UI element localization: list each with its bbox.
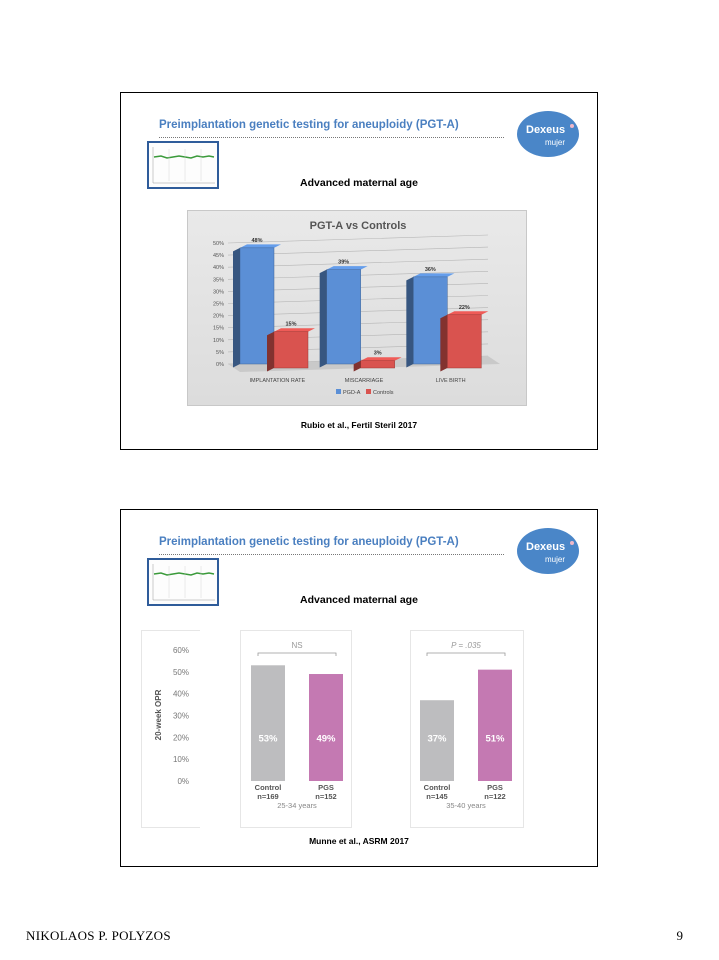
- x-tick-label: LIVE BIRTH: [435, 378, 466, 384]
- y-tick-label: 30%: [172, 711, 189, 721]
- legend-swatch: [336, 389, 341, 394]
- slide-title: Preimplantation genetic testing for aneuploidy (PGT-A): [159, 119, 459, 131]
- bar-top: [327, 266, 368, 270]
- footer-author: NIKOLAOS P. POLYZOS: [26, 928, 171, 943]
- y-tick-label: 50%: [212, 241, 224, 247]
- x-tick-label: PGS: [318, 783, 334, 792]
- x-tick-label: IMPLANTATION RATE: [249, 378, 306, 384]
- y-tick-label: 50%: [172, 667, 189, 677]
- y-tick-label: 45%: [212, 253, 224, 260]
- y-tick-label: 15%: [212, 325, 224, 332]
- data-label: 51%: [485, 733, 505, 745]
- y-tick-label: 5%: [216, 349, 224, 356]
- bar-side: [440, 315, 447, 372]
- bar-top: [240, 244, 281, 248]
- y-tick-label: 20%: [212, 313, 224, 320]
- data-label: 49%: [316, 733, 336, 745]
- citation: Munne et al., ASRM 2017: [309, 836, 409, 846]
- n-label: n=145: [426, 792, 448, 801]
- bar-control: [251, 665, 285, 781]
- chart-title: PGT-A vs Controls: [309, 220, 407, 232]
- data-label: 36%: [424, 266, 436, 273]
- pgta-chart: [187, 210, 527, 406]
- y-tick-label: 10%: [212, 337, 224, 344]
- significance-label: NS: [291, 641, 303, 650]
- opr-chart-svg: [121, 510, 599, 868]
- bar-controls: [274, 332, 308, 368]
- n-label: n=122: [484, 792, 506, 801]
- x-tick-label: PGS: [487, 783, 503, 792]
- bar-top: [274, 328, 315, 332]
- bar-pgs: [309, 674, 343, 781]
- slide-title: Preimplantation genetic testing for aneuploidy (PGT-A): [159, 536, 459, 548]
- data-label: 15%: [285, 321, 297, 328]
- y-tick-label: 40%: [172, 689, 189, 699]
- legend-label: PGD-A: [343, 390, 361, 396]
- y-tick-label: 0%: [177, 777, 189, 786]
- dexeus-logo: [517, 111, 579, 157]
- y-tick-label: 10%: [172, 755, 189, 765]
- n-label: n=169: [257, 792, 279, 801]
- y-tick-label: 30%: [212, 289, 224, 296]
- bar-controls: [361, 361, 395, 368]
- data-label: 53%: [258, 733, 278, 745]
- significance-bracket: [258, 653, 336, 656]
- svg-text:Dexeus: Dexeus: [526, 541, 566, 553]
- bar-top: [447, 311, 488, 315]
- data-label: 37%: [427, 733, 447, 745]
- bar-controls: [447, 315, 481, 368]
- significance-bracket: [427, 653, 505, 656]
- data-label: 39%: [338, 259, 350, 266]
- svg-text:mujer: mujer: [545, 138, 566, 147]
- x-tick-label: Control: [423, 783, 451, 792]
- bar-pgs: [478, 670, 512, 781]
- bar-top: [413, 273, 454, 277]
- x-tick-label: Control: [254, 783, 282, 792]
- data-label: 3%: [373, 350, 382, 357]
- y-tick-label: 20%: [172, 733, 189, 743]
- n-label: n=152: [315, 792, 337, 801]
- bar-side: [267, 332, 274, 372]
- y-tick-label: 40%: [212, 265, 224, 272]
- y-tick-label: 35%: [212, 277, 224, 284]
- significance-label: P = .035: [451, 641, 481, 650]
- group-caption: 35-40 years: [446, 801, 486, 810]
- y-tick-label: 0%: [216, 362, 224, 368]
- gridline: [228, 235, 488, 243]
- title-divider: [159, 137, 504, 138]
- data-label: 48%: [251, 237, 263, 244]
- legend-swatch: [366, 389, 371, 394]
- legend-label: Controls: [373, 390, 394, 396]
- group-caption: 25-34 years: [277, 801, 317, 810]
- slide-subtitle: Advanced maternal age: [300, 594, 418, 606]
- x-tick-label: MISCARRIAGE: [344, 378, 384, 384]
- y-axis-label: 20-week OPR: [154, 689, 163, 741]
- slide-2: [120, 509, 598, 867]
- bar-side: [406, 277, 413, 368]
- page-number: 9: [676, 928, 683, 943]
- svg-text:mujer: mujer: [545, 555, 566, 564]
- bar-top: [361, 357, 402, 361]
- y-tick-label: 25%: [212, 301, 224, 308]
- slide-1: [120, 92, 598, 450]
- bar-side: [233, 248, 240, 368]
- bar-side: [320, 270, 327, 368]
- svg-text:Dexeus: Dexeus: [526, 124, 566, 136]
- data-label: 22%: [458, 304, 470, 311]
- bar-pgd-a: [327, 270, 361, 364]
- pgta-chart-svg: [188, 211, 528, 407]
- y-tick-label: 60%: [172, 646, 189, 655]
- slide-subtitle: Advanced maternal age: [300, 177, 418, 189]
- citation: Rubio et al., Fertil Steril 2017: [300, 420, 418, 430]
